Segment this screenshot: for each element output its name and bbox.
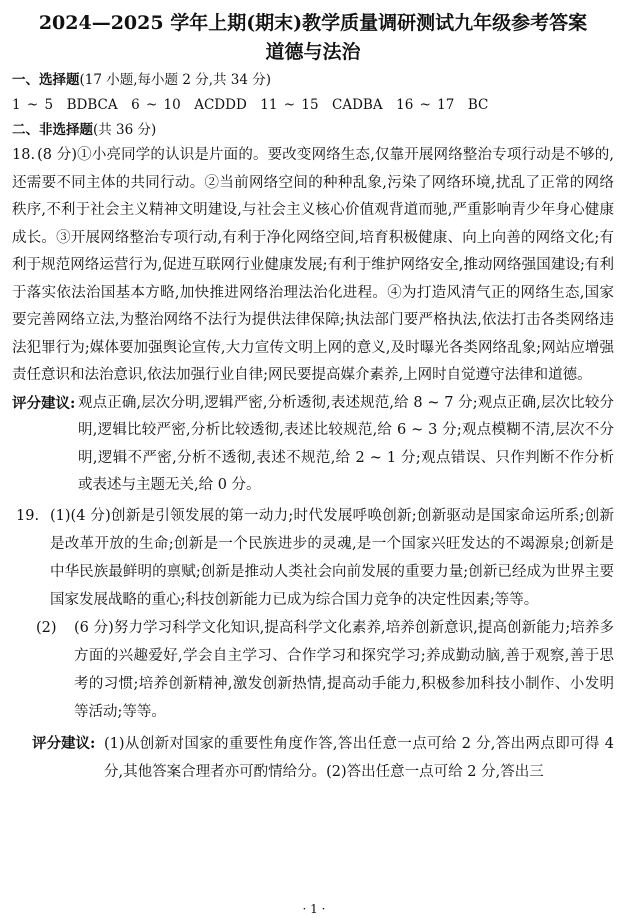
question-18-number: 18.: [12, 147, 36, 163]
question-18-criteria-text: 观点正确,层次分明,逻辑严密,分析透彻,表述规范,给 8 ~ 7 分;观点正确,层次比较分明,逻辑比较严密,分析比较透彻,表述比较规范,给 6 ~ 3 分;观点模糊不清,层次不分明,逻辑不严密,分析不透彻,表述不规范,给 2 ~ 1 分;观点错误、只作判断不作分析或表述与主题无关,给 0 分。: [78, 394, 614, 493]
section-2-label: 二、非选择题: [12, 122, 93, 138]
subject-title: 道德与法治: [265, 41, 361, 63]
question-18-answer: [12, 142, 614, 390]
question-18-criteria: [12, 390, 614, 500]
question-19-part-1: [12, 502, 614, 614]
section-1-note: (17 小题,每小题 2 分,共 34 分): [79, 72, 272, 88]
criteria-label: 评分建议:: [12, 394, 76, 412]
section-2-heading: [12, 119, 614, 142]
criteria-label: 评分建议:: [32, 734, 96, 752]
section-1-label: 一、选择题: [12, 72, 80, 88]
question-19-number-index: [12, 502, 50, 614]
question-18-text: (8 分)①小亮同学的认识是片面的。要改变网络生态,仅靠开展网络整治专项行动是不够的,还需要不同主体的共同行动。②当前网络空间的种种乱象,污染了网络环境,扰乱了正常的网络秩序,不利于社会主义精神文明建设,与社会主义核心价值观背道而驰,严重影响青少年身心健康成长。③开展网络整治专项行动,有利于净化网络空间,培育积极健康、向上向善的网络文化;有利于规范网络运营行为,促进互联网行业健康发展;有利于维护网络安全,推动网络强国建设;有利于落实依法治国基本方略,加快推进网络治理法治化进程。④为打造风清气正的网络生态,国家要完善网络立法,为整治网络不法行为提供法律保障;执法部门要严格执法,依法打击各类网络违法犯罪行为;媒体要加强舆论宣传,大力宣传文明上网的意义,及时曝光各类网络乱象;网站应增强责任意识和法治意识,依法加强行业自律;网民要提高媒介素养,上网时自觉遵守法律和道德。: [12, 147, 614, 383]
question-19-number: 19.: [16, 507, 40, 524]
section-1-heading: [12, 69, 614, 92]
question-19-part-2-index: (2): [36, 619, 57, 636]
question-19-part-2-text: (6 分)努力学习科学文化知识,提高科学文化素养,培养创新意识,提高创新能力;培养多方面的兴趣爱好,学会自主学习、合作学习和探究学习;养成勤动脑,善于观察,善于思考的习惯;培养创新精神,激发创新热情,提高动手能力,积极参加科技小制作、小发明等活动;等等。: [74, 619, 614, 720]
multiple-choice-answers: 1 ~ 5 BDBCA 6 ~ 10 ACDDD 11 ~ 15 CADBA 16 ~ 17 BC: [12, 97, 489, 113]
question-19-criteria: [12, 730, 614, 786]
question-19-part-2: [12, 614, 614, 726]
section-2-note: (共 36 分): [93, 122, 157, 138]
page-number: · 1 ·: [302, 902, 326, 916]
document-title: 2024—2025 学年上期(期末)教学质量调研测试九年级参考答案: [38, 12, 588, 34]
question-19-part-1-text: (4 分)创新是引领发展的第一动力;时代发展呼唤创新;创新驱动是国家命运所系;创新是改革开放的生命;创新是一个民族进步的灵魂,是一个国家兴旺发达的不竭源泉;创新是中华民族最鲜明的禀赋;创新是推动人类社会向前发展的重要力量;创新已经成为世界主要国家发展战略的重心;科技创新能力已成为综合国力竞争的决定性因素;等等。: [50, 507, 614, 608]
question-19-part-1-index: (1): [50, 507, 71, 524]
question-19-criteria-text: (1)从创新对国家的重要性角度作答,答出任意一点可给 2 分,答出两点即可得 4 分,其他答案合理者亦可酌情给分。(2)答出任意一点可给 2 分,答出三: [104, 735, 614, 780]
question-19-part-1-body: [50, 502, 614, 614]
